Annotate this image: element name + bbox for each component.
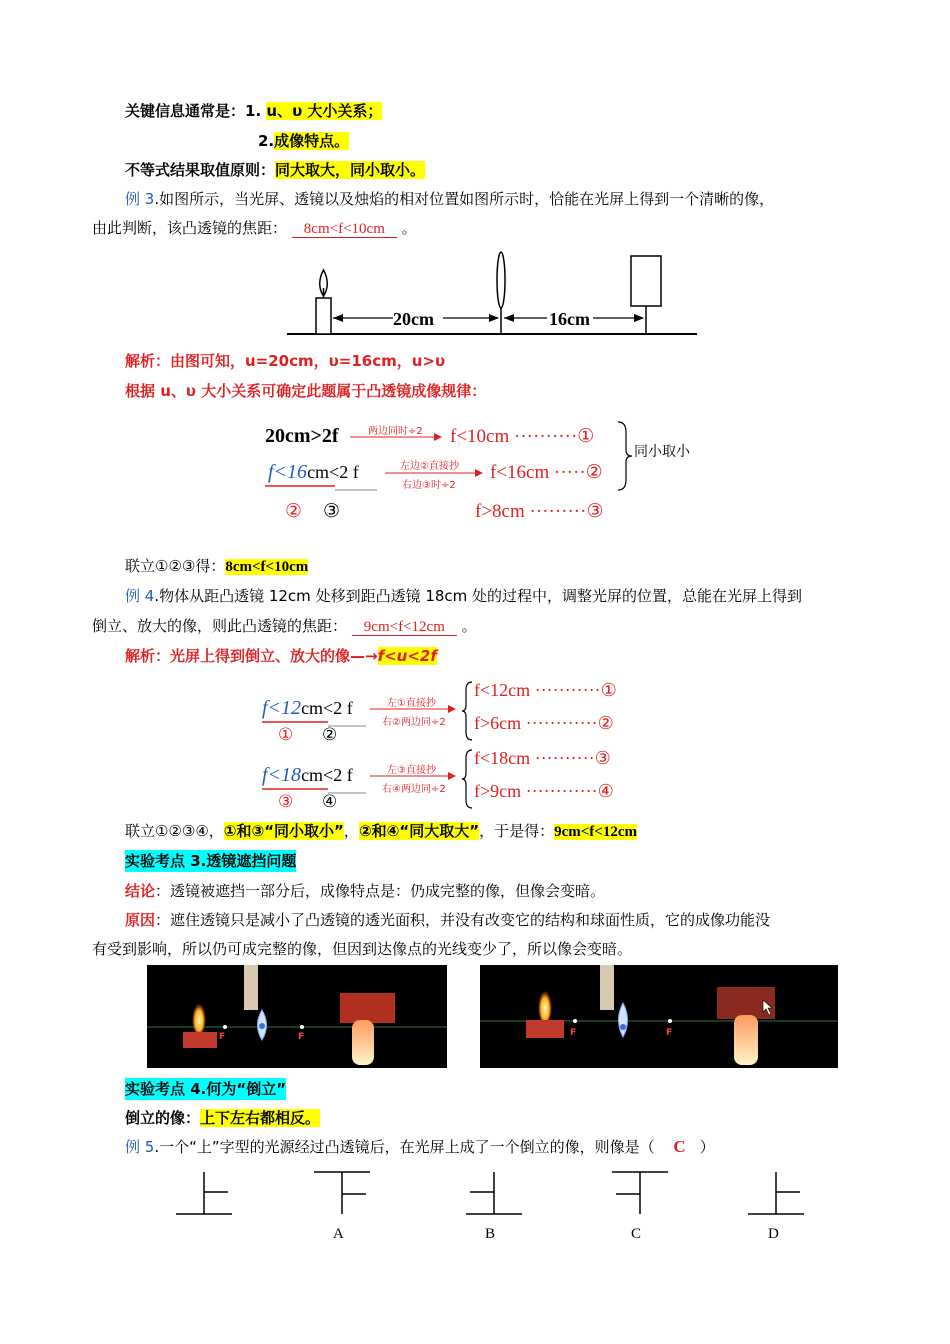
ex4-question-line1 <box>125 585 802 607</box>
ex3-brace <box>614 420 634 492</box>
point3-reason-line1: 原因：遮住透镜只是减小了凸透镜的透光面积，并没有改变它的结构和球面性质，它的成像功能没 <box>125 911 771 929</box>
point4-definition: 倒立的像：上下左右都相反。 <box>125 1109 321 1127</box>
ex3-eq1-left: 20cm>2f <box>265 425 339 447</box>
key-info-num2: 2. <box>258 132 275 150</box>
ex3-question-line2 <box>92 217 417 240</box>
ex5-question: 例 5.一个“上”字型的光源经过凸透镜后，在光屏上成了一个倒立的像，则像是（ C ） <box>125 1137 715 1156</box>
ex4-g1-r2: f>6cm ············② <box>474 713 614 733</box>
key-info-label: 关键信息通常是： <box>125 102 246 120</box>
point3-title: 实验考点 3.透镜遮挡问题 <box>125 852 297 870</box>
ex3-circle3: ③ <box>323 501 341 522</box>
ex3-analysis1: 解析：由图可知，u=20cm，υ=16cm，u>υ <box>125 352 446 370</box>
option-label-c: C <box>631 1226 642 1242</box>
ex4-end: 。 <box>461 617 477 635</box>
ex4-g2-c1: ③ <box>278 792 294 811</box>
ex4-g2-arrow-b: 右④两边同÷2 <box>382 784 446 795</box>
ex4-g1-c1: ① <box>278 725 294 744</box>
ex4-g2-c2: ④ <box>322 792 338 811</box>
ex3-eq2-right: f<16cm ·····② <box>490 462 603 483</box>
ex3-eq2-left: f<16cm<2 f <box>268 461 359 483</box>
ex4-text2: 倒立、放大的像，则此凸透镜的焦距： <box>92 617 348 635</box>
ex4-combined: 联立①②③④，①和③“同小取小”，②和④“同大取大”，于是得：9cm<f<12cm <box>125 822 637 840</box>
ex4-g2-r2: f>9cm ············④ <box>474 781 614 801</box>
ex4-analysis-hl: f<u<2f <box>377 647 437 665</box>
point3-reason-line2: 有受到影响，所以仍可成完整的像，但因到达像点的光线变少了，所以像会变暗。 <box>92 940 633 958</box>
ex4-answer: 9cm<f<12cm <box>352 619 457 636</box>
ex4-combined-value: 9cm<f<12cm <box>554 824 637 840</box>
svg-text:F: F <box>570 1028 577 1038</box>
principle-label: 不等式结果取值原则： <box>125 161 276 179</box>
ex4-g2-r1: f<18cm ··········③ <box>474 748 611 768</box>
key-info-line2 <box>258 130 349 152</box>
ex3-text2: 由此判断，该凸透镜的焦距： <box>92 219 288 237</box>
ex3-eq1-arrow-label: 两边同时÷2 <box>368 426 423 437</box>
point3-conclusion: 结论：透镜被遮挡一部分后，成像特点是：仍成完整的像，但像会变暗。 <box>125 882 606 900</box>
ex4-g2-left: f<18cm<2 f <box>262 764 353 786</box>
glyph-option-d <box>744 1168 808 1220</box>
ex4-g2-arrow-a: 左③直接抄 <box>387 765 436 776</box>
key-info-item1: u、υ 大小关系； <box>266 102 383 120</box>
convex-lens <box>497 252 505 308</box>
ex3-text1: .如图所示，当光屏、透镜以及烛焰的相对位置如图所示时，恰能在光屏上得到一个清晰的像， <box>154 190 775 208</box>
experiment-photo-right <box>480 965 838 1068</box>
option-label-d: D <box>768 1226 779 1242</box>
experiment-photo-left <box>147 965 447 1068</box>
ex4-g1-c2: ② <box>322 725 338 744</box>
ex4-g1-arrow-a: 左①直接抄 <box>387 698 436 709</box>
ex3-circle2: ② <box>285 501 303 522</box>
svg-text:F: F <box>298 1032 305 1042</box>
glyph-option-b <box>462 1168 526 1220</box>
ex3-combined: 联立①②③得：8cm<f<10cm <box>125 557 309 575</box>
ex4-g1-left: f<12cm<2 f <box>262 697 353 719</box>
ex3-combined-value: 8cm<f<10cm <box>225 559 309 575</box>
ex3-eq3-right: f>8cm ·········③ <box>475 501 604 522</box>
option-label-b: B <box>485 1226 496 1242</box>
key-info-item2: 成像特点。 <box>274 132 350 150</box>
ex3-tag: 例 3 <box>125 190 155 208</box>
ex4-analysis: 解析：光屏上得到倒立、放大的像—→f<u<2f <box>125 647 437 665</box>
ex3-question-line1 <box>125 188 774 210</box>
glyph-option-a <box>310 1168 374 1220</box>
distance-label-20: 20cm <box>393 309 434 329</box>
principle-value: 同大取大，同小取小。 <box>275 161 426 179</box>
ex3-eq2-arrow-label-b: 右边③时÷2 <box>402 480 456 491</box>
ex5-answer: C <box>673 1137 686 1156</box>
candle-body <box>316 298 331 334</box>
ex4-g1-r1: f<12cm ···········① <box>474 680 617 700</box>
ex3-answer: 8cm<f<10cm <box>292 221 397 238</box>
point4-title: 实验考点 4.何为“倒立” <box>125 1080 287 1098</box>
principle-line <box>125 159 425 181</box>
ex4-tag: 例 4 <box>125 587 155 605</box>
ex3-brace-note: 同小取小 <box>634 444 690 460</box>
svg-text:F: F <box>666 1028 673 1038</box>
optical-bench-diagram <box>285 248 700 340</box>
ex3-eq1-right: f<10cm ··········① <box>450 426 595 447</box>
svg-text:F: F <box>219 1032 226 1042</box>
ex4-question-line2 <box>92 615 477 638</box>
ex5-tag: 例 5 <box>125 1138 155 1156</box>
ex3-analysis2: 根据 u、υ 大小关系可确定此题属于凸透镜成像规律： <box>125 382 487 400</box>
ex4-g1-arrow-b: 右②两边同÷2 <box>382 717 446 728</box>
option-label-a: A <box>333 1226 344 1242</box>
glyph-original <box>172 1168 236 1220</box>
ex4-text1: .物体从距凸透镜 12cm 处移到距凸透镜 18cm 处的过程中，调整光屏的位置，总能在光屏上得到 <box>154 587 803 605</box>
light-screen <box>631 256 661 306</box>
key-info-line <box>125 100 382 122</box>
ex3-eq2-arrow-label-a: 左边②直接抄 <box>400 461 459 472</box>
distance-label-16: 16cm <box>549 309 590 329</box>
ex3-end: 。 <box>401 219 417 237</box>
glyph-option-c <box>608 1168 672 1220</box>
key-info-num1: 1. <box>245 102 262 120</box>
